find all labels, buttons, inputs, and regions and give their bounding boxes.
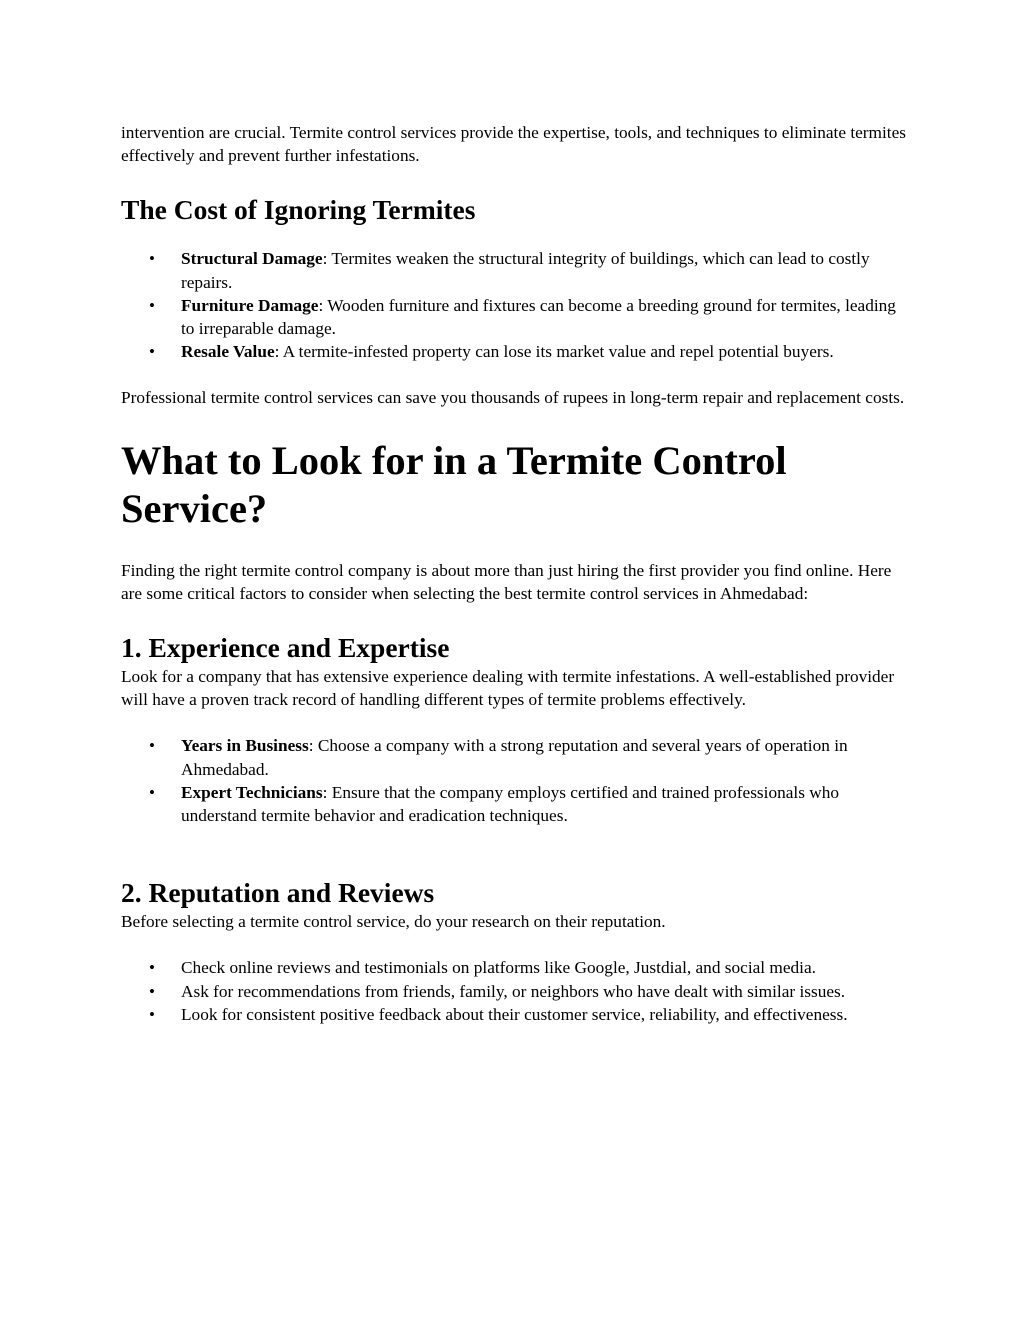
document-content <box>121 121 911 1026</box>
list-item: • Look for consistent positive feedback about their customer service, reliability, and effectiveness. <box>181 1003 911 1026</box>
intro-paragraph: intervention are crucial. Termite control services provide the expertise, tools, and techniques to eliminate termites effectively and prevent further infestations. <box>121 123 906 166</box>
reputation-list <box>121 956 911 1026</box>
look-for-intro: Finding the right termite control company is about more than just hiring the first provider you find online. Here are some critical factors to consider when selecting the best termite control services in Ahmedabad: <box>121 560 892 603</box>
experience-list <box>121 734 911 827</box>
list-item <box>181 340 911 363</box>
experience-heading: 1. Experience and Expertise <box>121 632 450 664</box>
list-item <box>181 294 911 340</box>
list-item: • Ask for recommendations from friends, family, or neighbors who have dealt with similar issues. <box>181 980 911 1003</box>
look-for-heading: What to Look for in a Termite Control Service? <box>121 437 787 532</box>
list-item-term: Furniture Damage <box>181 295 319 315</box>
list-item-text: : Wooden furniture and fixtures can become a breeding ground for termites, leading to irreparable damage. <box>181 295 896 339</box>
list-item-text: : A termite-infested property can lose its market value and repel potential buyers. <box>274 342 834 362</box>
cost-closing-paragraph: Professional termite control services can save you thousands of rupees in long-term repair and replacement costs. <box>121 388 905 408</box>
list-item <box>181 247 911 293</box>
reputation-paragraph: Before selecting a termite control service, do your research on their reputation. <box>121 912 666 932</box>
list-item <box>181 734 911 780</box>
cost-list <box>121 247 911 363</box>
experience-paragraph: Look for a company that has extensive experience dealing with termite infestations. A well-established provider will have a proven track record of handling different types of termite problems effectively. <box>121 667 895 710</box>
reputation-heading: 2. Reputation and Reviews <box>121 877 435 909</box>
list-item-text: : Termites weaken the structural integrity of buildings, which can lead to costly repairs. <box>181 249 870 292</box>
list-item-text: : Choose a company with a strong reputation and several years of operation in Ahmedabad. <box>181 736 848 779</box>
list-item-term: Structural Damage <box>181 249 323 269</box>
list-item-term: Resale Value <box>181 342 275 362</box>
list-item-term: Expert Technicians <box>181 782 323 802</box>
cost-heading: The Cost of Ignoring Termites <box>121 194 476 226</box>
list-item-text: : Ensure that the company employs certified and trained professionals who understand termite behavior and eradication techniques. <box>181 782 840 826</box>
list-item: • Check online reviews and testimonials on platforms like Google, Justdial, and social media. <box>181 956 911 979</box>
list-item <box>181 781 911 827</box>
list-item-term: Years in Business <box>181 736 309 756</box>
